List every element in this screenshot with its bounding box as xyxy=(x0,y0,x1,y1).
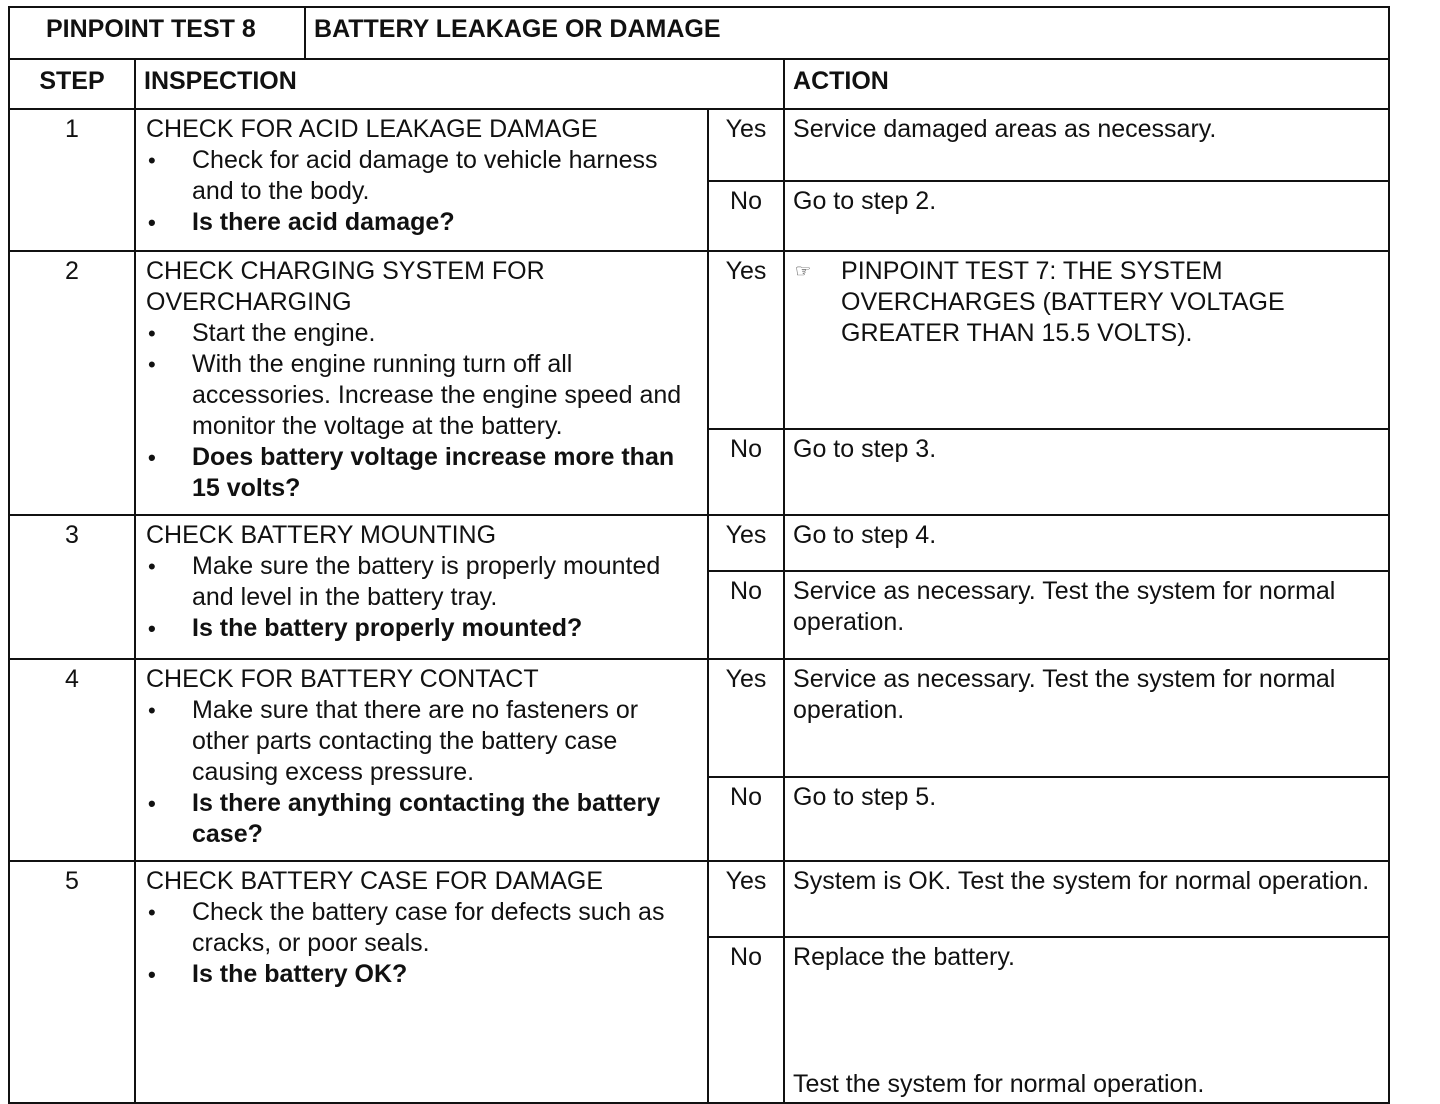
answer-no: No xyxy=(708,777,784,861)
answer-yes: Yes xyxy=(708,109,784,181)
answer-no: No xyxy=(708,571,784,659)
step-question: • Is the battery OK? xyxy=(146,959,699,990)
step-number: 4 xyxy=(9,659,135,861)
step-2-yes-action xyxy=(784,251,1389,429)
test-title: BATTERY LEAKAGE OR DAMAGE xyxy=(305,7,1389,59)
header-action: ACTION xyxy=(784,59,1389,109)
step-5-inspection xyxy=(135,861,708,1103)
pointing-hand-icon: ☞ xyxy=(795,261,812,281)
cross-reference xyxy=(793,256,1380,349)
header-row xyxy=(9,59,1389,109)
step-bullet: • With the engine running turn off all accessories. Increase the engine speed and monitor the voltage at the battery. xyxy=(146,349,699,442)
answer-yes: Yes xyxy=(708,515,784,571)
step-4-yes-row xyxy=(9,659,1389,777)
step-1-no-action: Go to step 2. xyxy=(784,181,1389,251)
answer-yes: Yes xyxy=(708,861,784,937)
step-1-inspection xyxy=(135,109,708,251)
step-3-yes-action: Go to step 4. xyxy=(784,515,1389,571)
step-1-yes-row xyxy=(9,109,1389,181)
answer-no: No xyxy=(708,181,784,251)
test-number: PINPOINT TEST 8 xyxy=(9,7,305,59)
step-heading: CHECK FOR ACID LEAKAGE DAMAGE xyxy=(146,115,598,143)
step-3-yes-row xyxy=(9,515,1389,571)
step-heading: CHECK BATTERY MOUNTING xyxy=(146,521,497,549)
step-bullet: • Check for acid damage to vehicle harness and to the body. xyxy=(146,145,699,207)
replace-battery-text: Replace the battery. xyxy=(793,943,1015,971)
step-question: • Is there acid damage? xyxy=(146,207,699,238)
step-number: 3 xyxy=(9,515,135,659)
pinpoint-test-reference: PINPOINT TEST 7: THE SYSTEM OVERCHARGES (BATTERY VOLTAGE GREATER THAN 15.5 VOLTS). xyxy=(841,257,1285,347)
answer-yes: Yes xyxy=(708,251,784,429)
step-5-yes-action: System is OK. Test the system for normal operation. xyxy=(784,861,1389,937)
answer-no: No xyxy=(708,429,784,515)
step-question: • Does battery voltage increase more than 15 volts? xyxy=(146,442,699,504)
step-2-no-action: Go to step 3. xyxy=(784,429,1389,515)
step-3-no-action: Service as necessary. Test the system for normal operation. xyxy=(784,571,1389,659)
step-4-no-action: Go to step 5. xyxy=(784,777,1389,861)
step-2-inspection xyxy=(135,251,708,515)
step-bullet: • Make sure the battery is properly mounted and level in the battery tray. xyxy=(146,551,699,613)
step-5-yes-row xyxy=(9,861,1389,937)
step-question: • Is there anything contacting the battery case? xyxy=(146,788,699,850)
step-bullet: • Check the battery case for defects such as cracks, or poor seals. xyxy=(146,897,699,959)
header-inspection: INSPECTION xyxy=(135,59,784,109)
step-bullet: • Make sure that there are no fasteners or other parts contacting the battery case causing excess pressure. xyxy=(146,695,699,788)
title-row xyxy=(9,7,1389,59)
step-5-no-action xyxy=(784,937,1389,1103)
step-heading: CHECK BATTERY CASE FOR DAMAGE xyxy=(146,867,604,895)
step-1-yes-action: Service damaged areas as necessary. xyxy=(784,109,1389,181)
step-2-yes-row xyxy=(9,251,1389,429)
step-heading: CHECK CHARGING SYSTEM FOR OVERCHARGING xyxy=(146,257,545,316)
answer-no: No xyxy=(708,937,784,1103)
step-5-no-action-content xyxy=(793,942,1380,1100)
step-number: 1 xyxy=(9,109,135,251)
step-heading: CHECK FOR BATTERY CONTACT xyxy=(146,665,539,693)
test-system-note: Test the system for normal operation. xyxy=(793,1070,1205,1098)
pinpoint-test-table xyxy=(8,6,1390,1104)
step-number: 5 xyxy=(9,861,135,1103)
header-step: STEP xyxy=(9,59,135,109)
step-4-yes-action: Service as necessary. Test the system for normal operation. xyxy=(784,659,1389,777)
step-number: 2 xyxy=(9,251,135,515)
step-bullet: • Start the engine. xyxy=(146,318,699,349)
pinpoint-test-sheet xyxy=(8,6,1388,1104)
step-question: • Is the battery properly mounted? xyxy=(146,613,699,644)
step-4-inspection xyxy=(135,659,708,861)
answer-yes: Yes xyxy=(708,659,784,777)
step-3-inspection xyxy=(135,515,708,659)
